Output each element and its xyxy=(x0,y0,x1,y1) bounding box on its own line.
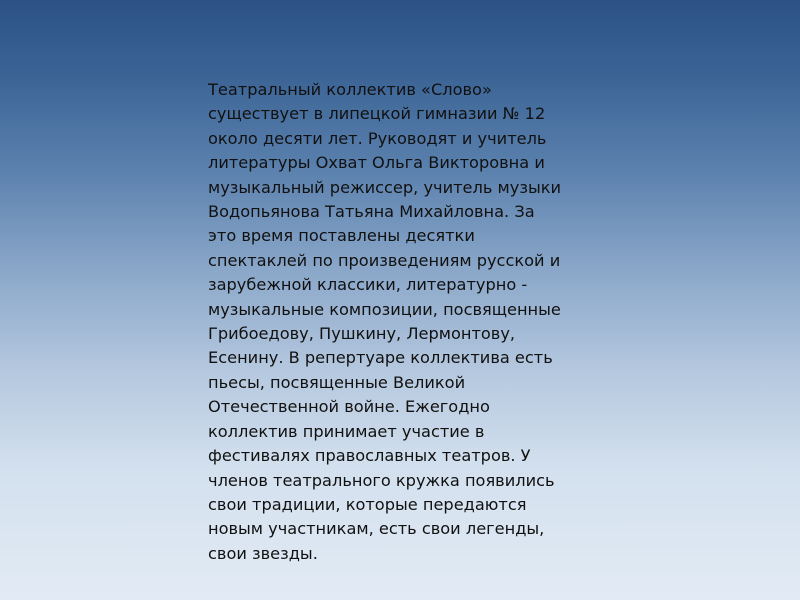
text-line: Грибоедову, Пушкину, Лермонтову, xyxy=(208,324,516,344)
text-line: литературы Охват Ольга Викторовна и xyxy=(208,153,545,173)
text-line: членов театрального кружка появились xyxy=(208,470,555,490)
text-line: существует в липецкой гимназии № 12 xyxy=(208,104,546,124)
text-line: пьесы, посвященные Великой xyxy=(208,372,466,392)
text-line: музыкальный режиссер, учитель музыки xyxy=(208,177,562,197)
text-line: Театральный коллектив «Слово» xyxy=(208,80,492,99)
text-line: Отечественной войне. Ежегодно xyxy=(208,397,490,417)
slide-body-text xyxy=(208,78,598,566)
text-line: Есенину. В репертуаре коллектива есть xyxy=(208,348,553,368)
text-line: коллектив принимает участие в xyxy=(208,421,485,441)
text-line: новым участникам, есть свои легенды, xyxy=(208,519,545,539)
text-line: свои традиции, которые передаются xyxy=(208,494,527,514)
text-line: свои звезды. xyxy=(208,543,318,563)
text-line: музыкальные композиции, посвященные xyxy=(208,299,561,319)
text-line: фестивалях православных театров. У xyxy=(208,446,531,466)
text-line: спектаклей по произведениям русской и xyxy=(208,250,561,270)
text-line: это время поставлены десятки xyxy=(208,226,475,246)
text-line: Водопьянова Татьяна Михайловна. За xyxy=(208,202,535,222)
text-line: зарубежной классики, литературно - xyxy=(208,275,528,295)
text-line: около десяти лет. Руководят и учитель xyxy=(208,128,547,148)
